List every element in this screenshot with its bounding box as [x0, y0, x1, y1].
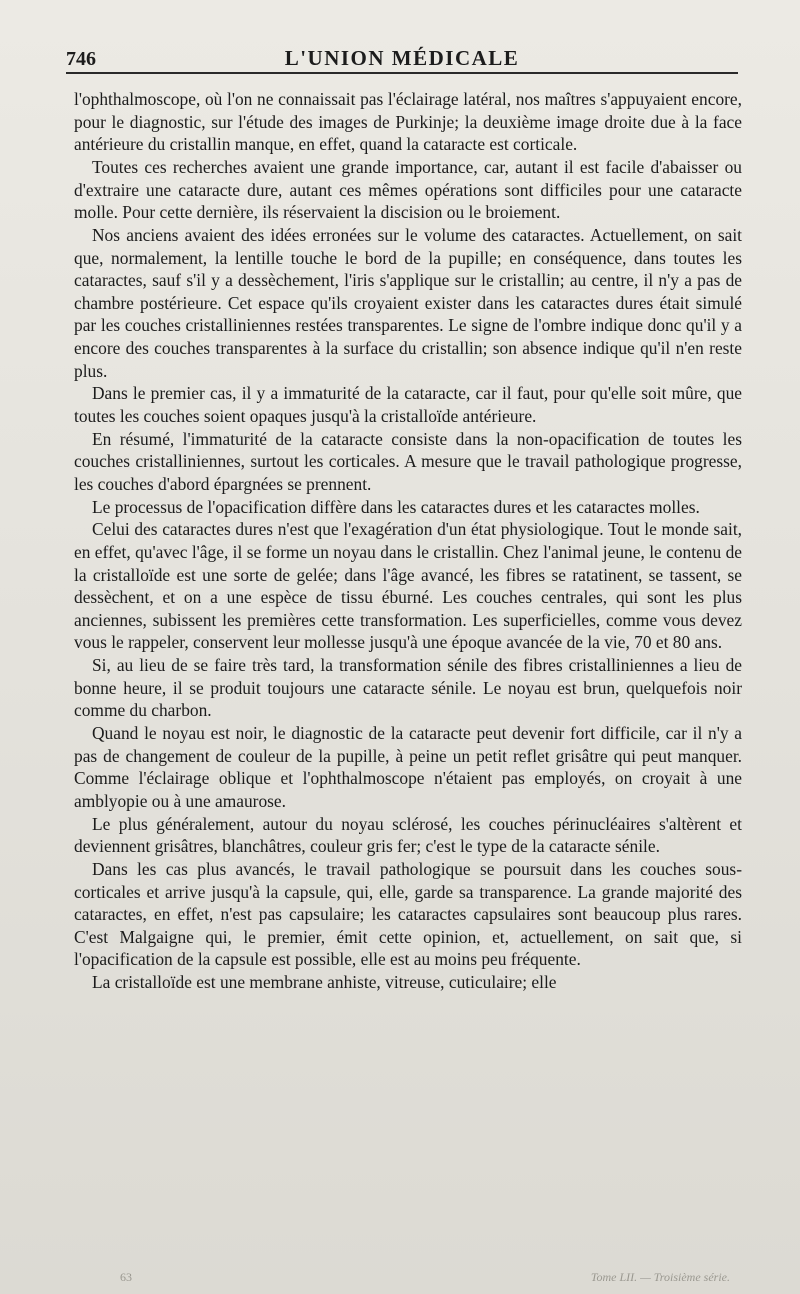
page-header: [66, 44, 738, 72]
paragraph: Celui des cataractes dures n'est que l'exagération d'un état physiologique. Tout le monde sait, en effet, qu'avec l'âge, il se forme un noyau dans le cristallin. Chez l'animal jeune, le contenu de la cristalloïde est une sorte de gelée; dans l'âge avancé, les fibres se ratatinent, se tassent, se dessèchent, et on a une espèce de tissu éburné. Les couches centrales, qui sont les plus anciennes, subissent les premières cette transformation. Les superficielles, comme vous devez vous le rappeler, conservent leur mollesse jusqu'à une époque avancée de la vie, 70 et 80 ans.: [74, 519, 742, 653]
paragraph: Dans les cas plus avancés, le travail pathologique se poursuit dans les couches sous-corticales et arrive jusqu'à la capsule, qui, elle, garde sa transparence. La grande majorité des cataractes, en effet, n'est pas capsulaire; les cataractes capsulaires sont beaucoup plus rares. C'est Malgaigne qui, le premier, émit cette opinion, et, actuellement, on sait que, si l'opacification de la capsule est possible, elle est au moins peu fréquente.: [74, 859, 742, 970]
paragraph: Le plus généralement, autour du noyau sclérosé, les couches périnucléaires s'altèrent et deviennent grisâtres, blanchâtres, couleur gris fer; c'est le type de la cataracte sénile.: [74, 813, 742, 857]
paragraph: En résumé, l'immaturité de la cataracte consiste dans la non-opacification de toutes les couches cristalliniennes, surtout les corticales. A mesure que le travail pathologique progresse, les couches d'abord épargnées se prennent.: [74, 428, 742, 494]
paragraph: Toutes ces recherches avaient une grande importance, car, autant il est facile d'abaisser ou d'extraire une cataracte dure, autant ces mêmes opérations sont difficiles pour une cataracte molle. Pour cette dernière, ils réservaient la discision ou le broiement.: [74, 156, 742, 223]
article-body: [74, 88, 742, 994]
paragraph: Nos anciens avaient des idées erronées sur le volume des cataractes. Actuellement, on sait que, normalement, la lentille touche le bord de la pupille; en conséquence, dans toutes les cataractes, sauf s'il y a dessèchement, l'iris s'applique sur le cristallin; au centre, il n'y a pas de chambre postérieure. Cet espace qu'ils croyaient exister dans les cataractes dures était simulé par les couches cristalliniennes restées transparentes. Le signe de l'ombre indique donc qu'il y a encore des couches transparentes à la surface du cristallin; son absence indique qu'il n'en reste plus.: [74, 224, 742, 381]
paragraph: Dans le premier cas, il y a immaturité de la cataracte, car il faut, pour qu'elle soit mûre, que toutes les couches soient opaques jusqu'à la cristalloïde antérieure.: [74, 383, 742, 426]
paragraph: Quand le noyau est noir, le diagnostic de la cataracte peut devenir fort difficile, car il n'y a pas de changement de couleur de la pupille, à peine un petit reflet grisâtre qui peut manquer. Comme l'éclairage oblique et l'ophthalmoscope n'étaient pas employés, on croyait à une amblyopie ou à une amaurose.: [74, 723, 742, 811]
paragraph: Si, au lieu de se faire très tard, la transformation sénile des fibres cristalliniennes a lieu de bonne heure, il se produit toujours une cataracte sénile. Le noyau est brun, quelquefois noir comme du charbon.: [74, 655, 742, 721]
volume-line: Tome LII. — Troisième série.: [590, 1270, 730, 1284]
page-footer: [0, 1270, 800, 1290]
paragraph: Le processus de l'opacification diffère dans les cataractes dures et les cataractes molles.: [92, 496, 700, 517]
paragraph: l'ophthalmoscope, où l'on ne connaissait pas l'éclairage latéral, nos maîtres s'appuyaient encore, pour le diagnostic, sur l'étude des images de Purkinje; la deuxième image droite due à la face antérieure du cristallin manque, en effet, quand la cataracte est corticale.: [74, 89, 742, 155]
signature-mark: 63: [120, 1270, 132, 1284]
page-number: 746: [66, 48, 96, 70]
paragraph: La cristalloïde est une membrane anhiste, vitreuse, cuticulaire; elle: [92, 972, 557, 993]
header-rule: [66, 72, 738, 74]
running-title: L'UNION MÉDICALE: [284, 46, 520, 70]
